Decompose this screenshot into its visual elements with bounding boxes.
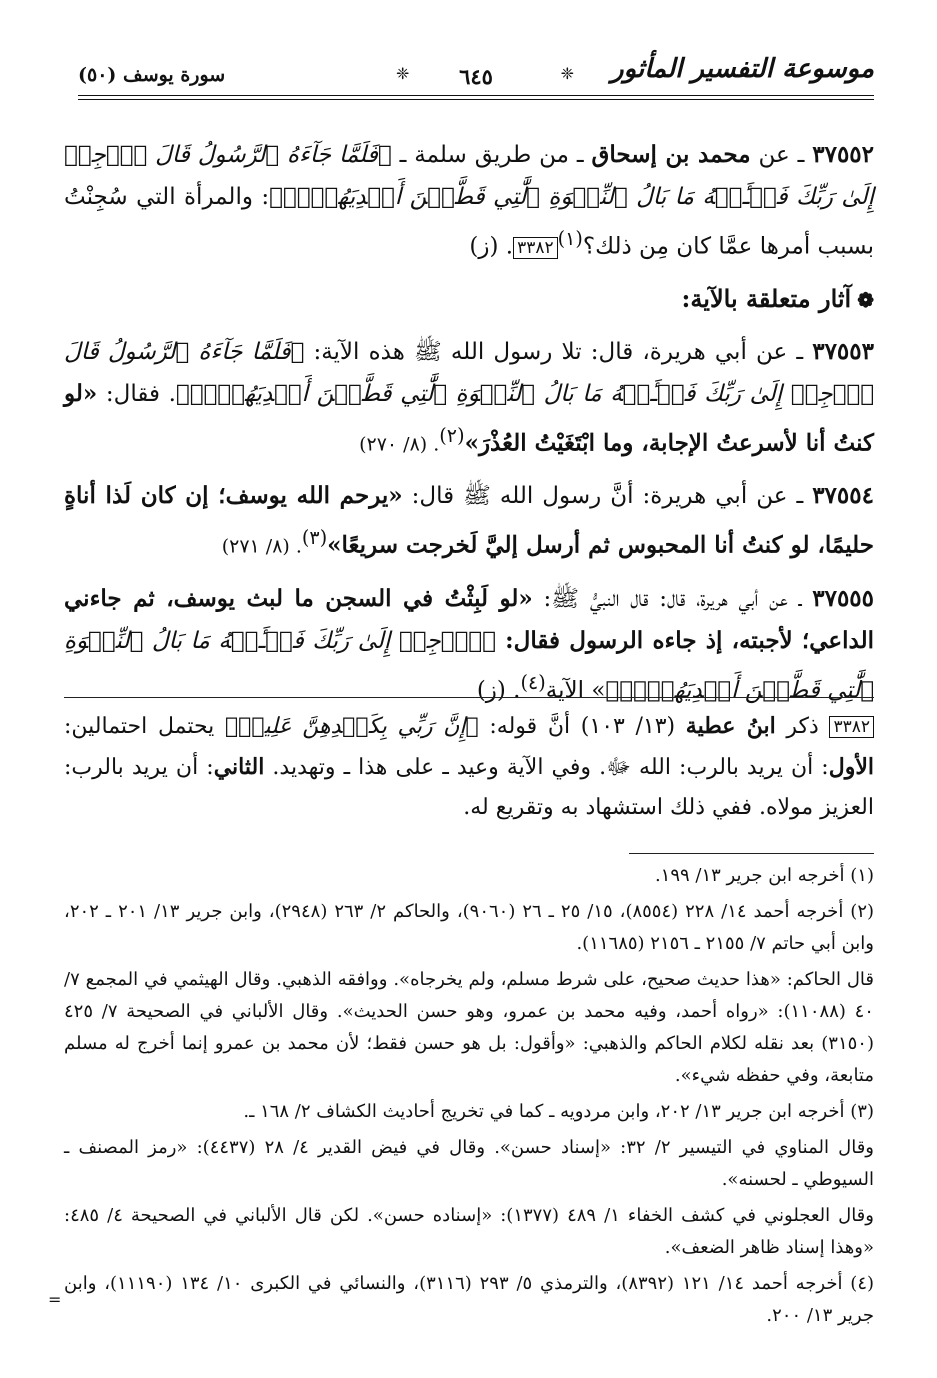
narration-37553 [64, 331, 874, 466]
hadith-quote: «لو كنتُ أنا لأسرعتُ الإجابة، وما ابْتَغَيْتُ العُذْرَ» [64, 379, 874, 457]
page-header [78, 52, 874, 100]
scholar-name: ابنُ عطية [685, 713, 776, 739]
narration-number: ٣٧٥٥٣ [812, 337, 874, 365]
text: . (ز) [476, 677, 521, 704]
page-number: ٦٤٥ [459, 64, 493, 89]
text: (١٣/ ١٠٣) أنَّ قوله: [478, 714, 686, 739]
narration-37552 [64, 134, 874, 268]
text: ـ عن [750, 142, 813, 168]
text: : أن يريد بالرب: الله ﷻ. وفي الآية وعيد ـ على هذا ـ وتهديد. [264, 755, 829, 780]
header-rule [78, 95, 874, 100]
footnote-marker: (٤) [520, 670, 546, 694]
volume-reference: . (٨/ ٢٧١) [221, 535, 302, 558]
editor-note [64, 706, 874, 828]
quran-verse: ﴿فَلَمَّا جَآءَهُ ٱلرَّسُولُ قَالَ ٱرۡجِعۡ إِلَىٰ رَبِّكَ فَسۡـَٔلۡهُ مَا بَالُ ٱلنِّسۡوَةِ ٱلَّٰتِي قَطَّعۡنَ أَيۡدِيَهُنَّۚ﴾ [64, 142, 874, 210]
hadith-quote: «يرحم الله يوسف؛ إن كان لَذا أناةٍ حليمًا، لو كنتُ أنا المحبوس ثم أرسل إليَّ لَخرجت سريعًا» [64, 482, 874, 559]
section-title: آثار متعلقة بالآية: [681, 283, 852, 313]
quran-verse: ﴿فَلَمَّا جَآءَهُ ٱلرَّسُولُ قَالَ ٱرۡجِعۡ إِلَىٰ رَبِّكَ فَسۡـَٔلۡهُ مَا بَالُ ٱلنِّسۡوَةِ ٱلَّٰتِي قَطَّعۡنَ أَيۡدِيَهُنَّۚ﴾ [64, 338, 874, 407]
ornament-icon: ❈ [396, 64, 410, 83]
footnote: (٢) أخرجه أحمد ١٤/ ٢٢٨ (٨٥٥٤)، ١٥/ ٢٥ ـ ٢٦ (٩٠٦٠)، والحاكم ٢/ ٢٦٣ (٢٩٤٨)، وابن جرير ١٣/ ٢٠١ ـ ٢٠٢، وابن أبي حاتم ٧/ ٢١٥٥ ـ ٢١٥٦ (١١٦٨٥). [64, 901, 875, 954]
hadith-quote: «لو لَبِثْتُ في السجن ما لبث يوسف، ثم جاءني الداعي؛ لأجبته، إذ جاءه الرسول فقال: [64, 584, 874, 654]
narrator-name: محمد بن إسحاق [591, 141, 751, 168]
editor-note-box: ٣٣٨٢ [829, 716, 874, 738]
volume-reference: . (٨/ ٢٧٠) [359, 433, 440, 456]
text: ـ عن أبي هريرة: أنَّ رسول الله ﷺ قال: [402, 483, 813, 510]
flower-icon: ❁ [857, 287, 874, 312]
text: ـ عن أبي هريرة، قال: قال النبيُّ ﷺ: [532, 585, 813, 612]
text: » الآية [545, 677, 606, 704]
book-title: موسوعة التفسير المأثور [611, 54, 874, 84]
footnote: قال الحاكم: «هذا حديث صحيح، على شرط مسلم، ولم يخرجاه». ووافقه الذهبي. وقال الهيثمي في المجمع ٧/ ٤٠ (١١٠٨٨): «رواه أحمد، وفيه محمد بن عمرو، وهو حسن الحديث». وقال الألباني في الصحيحة ٧/ ٤٢٥ (٣١٥٠) بعد نقله لكلام الحاكم والذهبي: «وأقول: بل هو حسن فقط؛ لأن محمد بن عمرو إنما أخرج له مسلم متابعة، وفي حفظه شيء». [64, 969, 874, 1086]
text: : أن يريد بالرب: العزيز مولاه. ففي ذلك استشهاد به وتقريع له. [64, 755, 874, 820]
editor-note-box: ٣٣٨٢ [513, 237, 558, 259]
editor-separator [64, 697, 874, 698]
footnote: (٤) أخرجه أحمد ١٤/ ١٢١ (٨٣٩٢)، والترمذي ٥/ ٢٩٣ (٣١١٦)، والنسائي في الكبرى ١٠/ ١٣٤ (١١١٩٠)، وابن جرير ١٣/ ٢٠٠. [64, 1273, 875, 1326]
footnote: وقال المناوي في التيسير ٢/ ٣٢: «إسناد حسن». وقال في فيض القدير ٤/ ٢٨ (٤٤٣٧): «رمز المصنف ـ السيوطي ـ لحسنه». [64, 1137, 874, 1190]
text: : والمرأة التي سُجِنْتُ بسبب أمرها عمَّا كان مِن ذلك؟ [64, 184, 874, 260]
narration-number: ٣٧٥٥٢ [812, 141, 875, 168]
surah-label: سورة يوسف (٥٠) [78, 64, 226, 86]
narration-number: ٣٧٥٥٥ [812, 584, 875, 612]
narration-37555 [64, 578, 874, 712]
text: . فقال: [97, 380, 176, 407]
narration-number: ٣٧٥٥٤ [812, 482, 874, 510]
text: ـ من طريق سلمة ـ [391, 142, 592, 168]
second-label: الثاني [213, 754, 265, 780]
narration-37554 [64, 475, 874, 568]
footnote: (٣) أخرجه ابن جرير ١٣/ ٢٠٢، وابن مردويه ـ كما في تخريج أحاديث الكشاف ٢/ ١٦٨ ـ. [243, 1101, 874, 1122]
section-heading [64, 278, 874, 321]
quran-verse: ﴿إِنَّ رَبِّي بِكَيۡدِهِنَّ عَلِيمٞ﴾ [224, 714, 479, 739]
footnote: وقال العجلوني في كشف الخفاء ١/ ٤٨٩ (١٣٧٧): «إسناده حسن». لكن قال الألباني في الصحيحة ٤/ ٤٨٥: «وهذا إسناد ظاهر الضعف». [64, 1205, 874, 1258]
footnote-marker: (٣) [301, 526, 328, 550]
text: . (ز) [469, 233, 514, 260]
text: ذكر [775, 714, 830, 739]
quran-verse: ﴿ٱرۡجِعۡ إِلَىٰ رَبِّكَ فَسۡـَٔلۡهُ مَا بَالُ ٱلنِّسۡوَةِ ٱلَّٰتِي قَطَّعۡنَ أَيۡدِيَهُنَّۚ﴾ [64, 627, 874, 704]
text: يحتمل احتمالين: [64, 714, 225, 739]
footnote-marker: (٢) [439, 423, 465, 447]
footnotes [64, 860, 874, 1336]
margin-mark: = [48, 1290, 62, 1309]
first-label: الأول [828, 754, 874, 780]
text: ـ عن أبي هريرة، قال: تلا رسول الله ﷺ هذه الآية: [304, 338, 813, 365]
footnote: (١) أخرجه ابن جرير ١٣/ ١٩٩. [654, 865, 874, 886]
main-text [64, 134, 874, 722]
ornament-icon: ❈ [560, 64, 574, 83]
footnote-separator [629, 853, 874, 854]
footnote-marker: (١) [557, 227, 583, 250]
